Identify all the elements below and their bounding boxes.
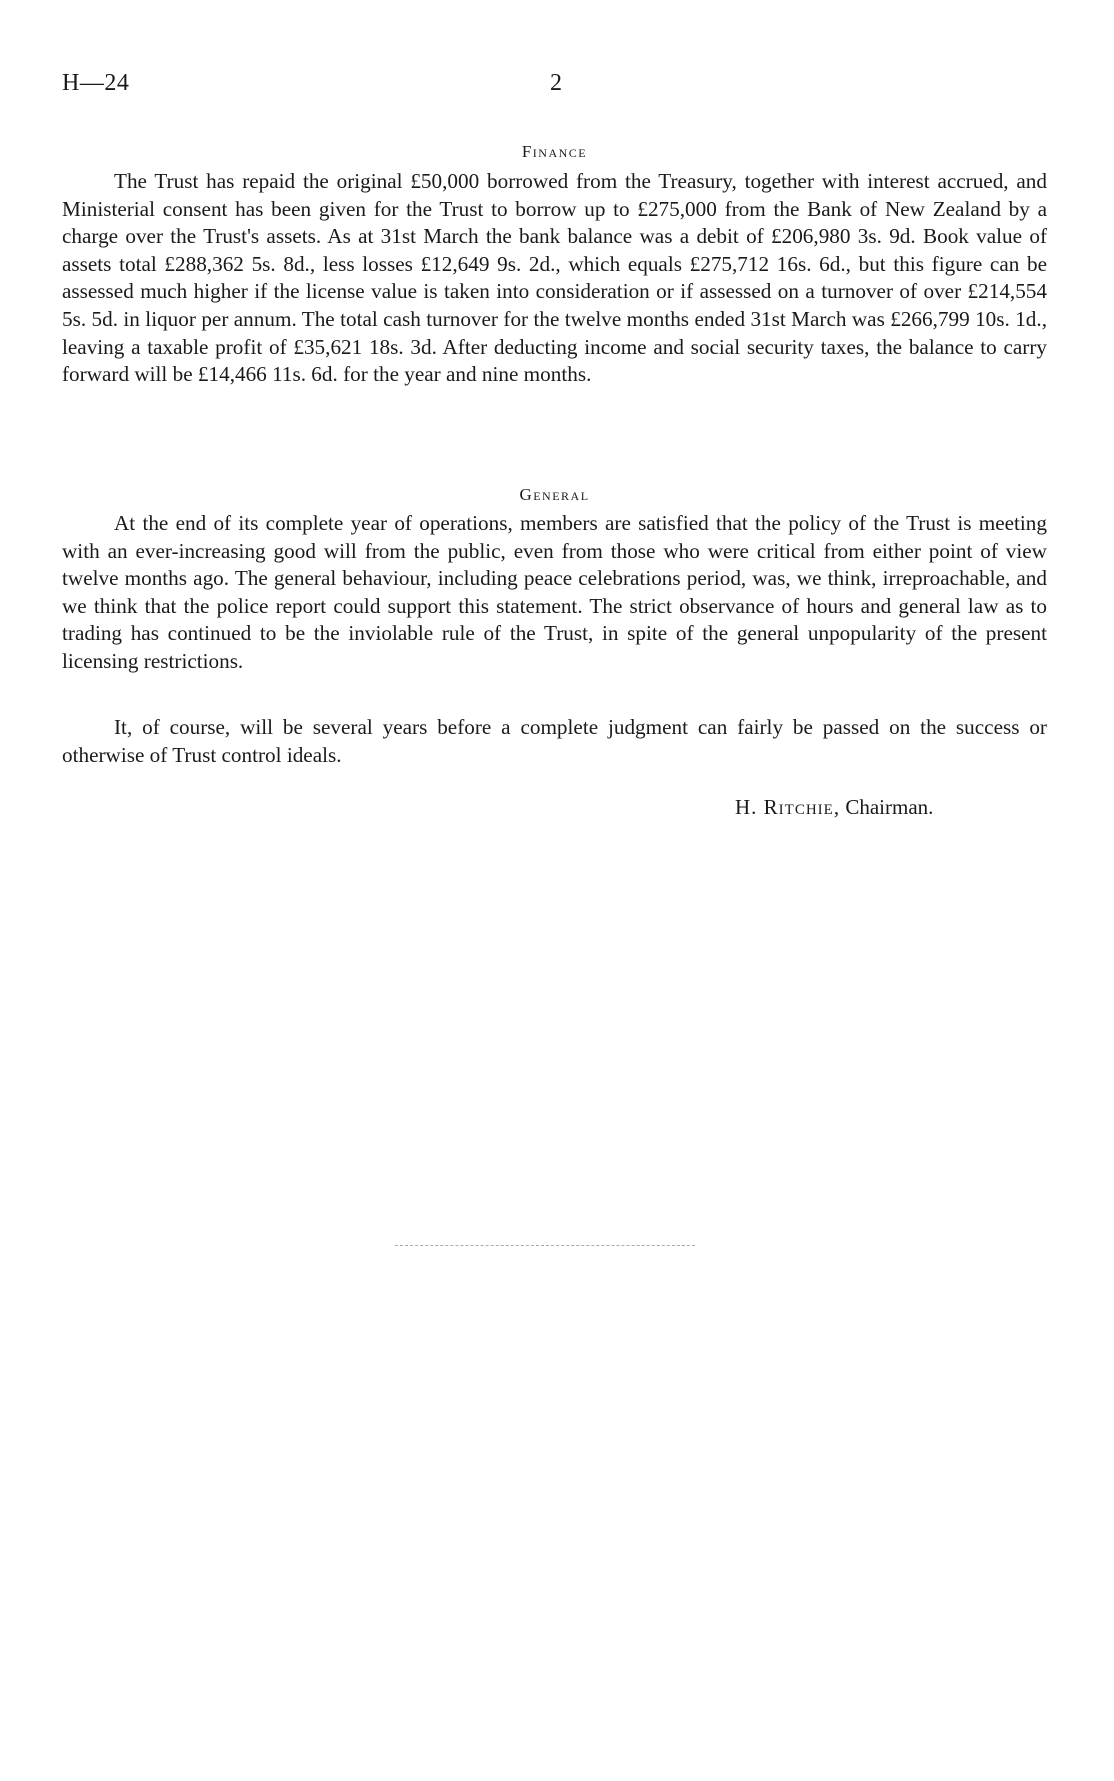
finance-heading: Finance bbox=[521, 142, 588, 161]
general-heading: General bbox=[519, 485, 590, 504]
page-header bbox=[62, 70, 1047, 102]
signature-block bbox=[735, 795, 933, 820]
signatory-name: H. Ritchie, bbox=[735, 795, 841, 819]
general-paragraph-1: At the end of its complete year of operations, members are satisfied that the policy of the Trust is meeting with an ever-increasing good will from the public, even from those who were critical from either point of view twelve months ago. The general behaviour, including peace celebrations period, was, we think, irreproachable, and we think that the police report could support this statement. The strict observance of hours and general law as to trading has continued to be the inviolable rule of the Trust, in spite of the general unpopularity of the present licensing restrictions. bbox=[62, 511, 1047, 673]
signatory-title: Chairman. bbox=[845, 795, 934, 819]
finance-paragraph: The Trust has repaid the original £50,000 borrowed from the Treasury, together with interest accrued, and Ministerial consent has been given for the Trust to borrow up to £275,000 from the Bank of New Zealand by a charge over the Trust's assets. As at 31st March the bank balance was a debit of £206,980 3s. 9d. Book value of assets total £288,362 5s. 8d., less losses £12,649 9s. 2d., which equals £275,712 16s. 6d., but this figure can be assessed much higher if the license value is taken into consideration or if assessed on a turnover of over £214,554 5s. 5d. in liquor per annum. The total cash turnover for the twelve months ended 31st March was £266,799 10s. 1d., leaving a taxable profit of £35,621 18s. 3d. After deducting income and social security taxes, the balance to carry forward will be £14,466 11s. 6d. for the year and nine months. bbox=[62, 169, 1047, 387]
end-divider bbox=[395, 1245, 695, 1246]
page-number: 2 bbox=[550, 70, 562, 96]
document-reference: H—24 bbox=[62, 70, 130, 96]
general-paragraph-2: It, of course, will be several years before a complete judgment can fairly be passed on the success or otherwise of Trust control ideals. bbox=[62, 715, 1047, 767]
